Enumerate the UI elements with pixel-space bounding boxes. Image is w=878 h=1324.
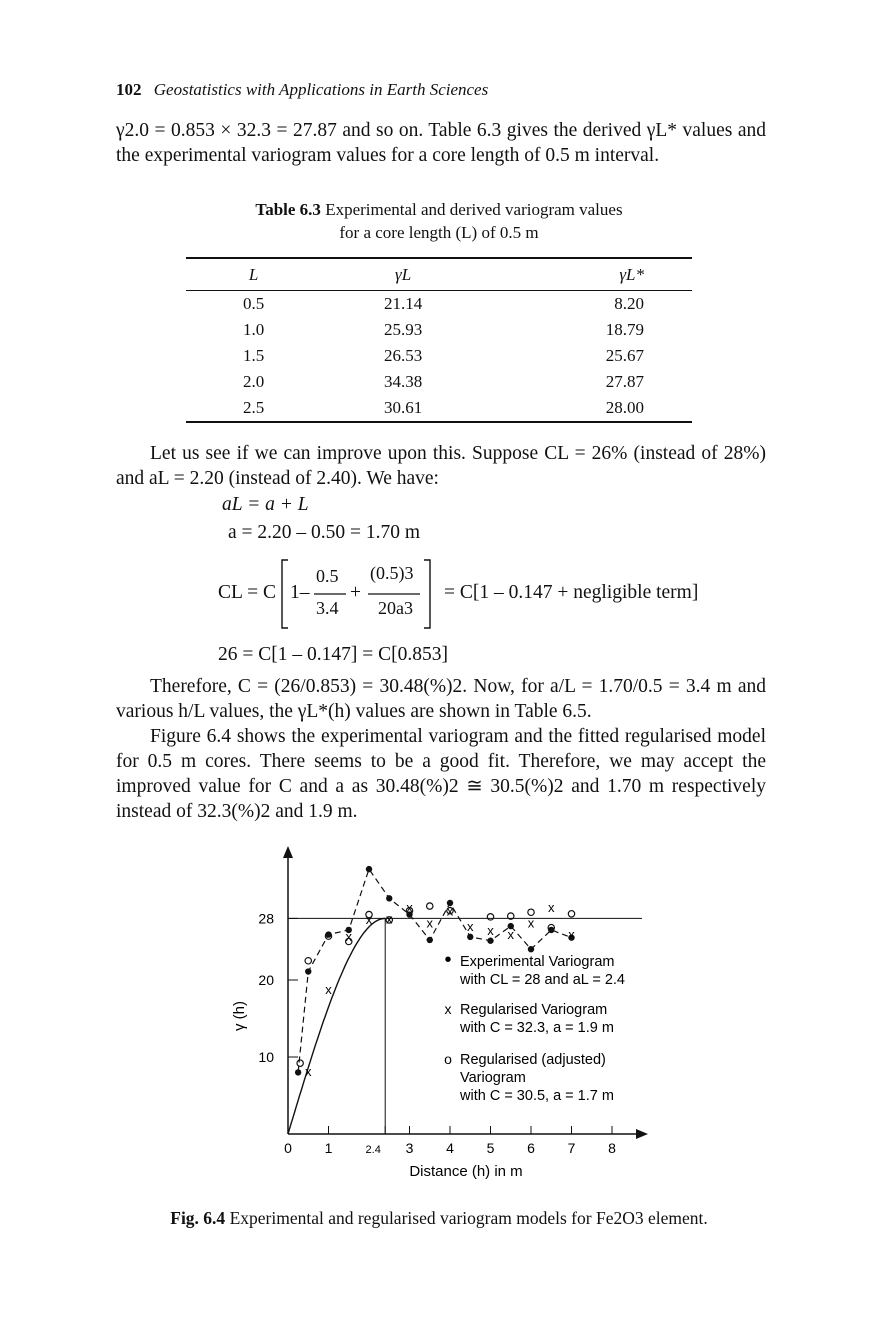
paragraph-1: γ2.0 = 0.853 × 32.3 = 27.87 and so on. Table 6.3 gives the derived γL* values and the experimental variogram values for a core length of 0.5 m interval. — [116, 120, 766, 166]
x-tick-label: 2.4 — [365, 1144, 381, 1156]
legend-text: with C = 32.3, a = 1.9 m — [460, 1020, 614, 1036]
regularised-point: x — [487, 922, 494, 938]
x-axis-label: Distance (h) in m — [409, 1163, 523, 1180]
equation-3-plus: + — [350, 582, 361, 603]
legend-text: Regularised (adjusted) — [460, 1052, 606, 1068]
regularised-point: x — [527, 915, 535, 931]
equation-3-lhs: CL = C — [218, 582, 276, 603]
table-cell: 0.5 — [243, 294, 265, 313]
regularised-point: x — [365, 912, 373, 928]
y-axis-label: γ (h) — [231, 1001, 248, 1031]
experimental-point — [366, 866, 372, 872]
paragraph-3: Therefore, C = (26/0.853) = 30.48(%)2. Now, for a/L = 1.70/0.5 = 3.4 m and various h/L values, the γL*(h) values are shown in Table 6.5. — [116, 676, 766, 722]
regularised-point: x — [345, 929, 352, 945]
regularised-point: x — [386, 911, 393, 927]
legend-text: Experimental Variogram — [460, 954, 615, 970]
table-cell: 27.87 — [605, 372, 644, 391]
x-tick-label: 6 — [527, 1140, 535, 1156]
figure-label: Fig. 6.4 — [170, 1208, 226, 1228]
regularised-point: x — [568, 926, 575, 942]
table-cell: 8.20 — [614, 294, 644, 313]
experimental-point — [386, 895, 392, 901]
y-tick-label: 28 — [258, 910, 274, 927]
equation-4: 26 = C[1 – 0.147] = C[0.853] — [218, 644, 448, 665]
figure-caption-text: Experimental and regularised variogram models for Fe2O3 element. — [229, 1208, 708, 1228]
adjusted-point — [305, 958, 311, 964]
legend-text: Variogram — [460, 1070, 526, 1086]
table-header: γL — [321, 258, 485, 291]
equation-3-t1-num: 0.5 — [316, 566, 339, 586]
table-row — [186, 369, 692, 395]
regularised-point: x — [446, 903, 454, 919]
regularised-point: x — [548, 899, 555, 915]
experimental-point — [305, 968, 311, 974]
table-caption — [0, 198, 878, 244]
table-cell: 2.0 — [243, 372, 265, 391]
running-title: Geostatistics with Applications in Earth Sciences — [153, 80, 489, 99]
table-cell: 25.93 — [383, 320, 423, 339]
adjusted-point — [427, 903, 433, 909]
x-tick-label: 5 — [486, 1140, 495, 1156]
table-label: Table 6.3 — [255, 200, 321, 219]
legend-text: Regularised Variogram — [460, 1002, 608, 1018]
adjusted-point — [297, 1060, 303, 1066]
y-tick-label: 10 — [258, 1049, 274, 1065]
model-curve — [288, 918, 385, 1134]
regularised-point: x — [507, 926, 514, 942]
table-row — [186, 317, 692, 343]
x-tick-label: 1 — [324, 1140, 333, 1156]
adjusted-point — [568, 911, 574, 917]
table-caption-line2: for a core length (L) of 0.5 m — [339, 223, 539, 242]
figure-caption — [0, 1208, 878, 1229]
legend-marker: • — [444, 949, 452, 971]
adjusted-point — [487, 914, 493, 920]
regularised-point: x — [467, 919, 474, 935]
page-number: 102 — [116, 80, 142, 99]
x-tick-label: 7 — [567, 1140, 576, 1156]
paragraph-4: Figure 6.4 shows the experimental variogram and the fitted regularised model for 0.5 m cores. There seems to be a good fit. Therefore, we may accept the improved value for C and a as 30.48(%)2 ≅ 30.5(%)2 and 1.70 m respectively instead of 32.3(%)2 and 1.9 m. — [116, 726, 766, 822]
equation-2: a = 2.20 – 0.50 = 1.70 m — [228, 522, 421, 543]
table-cell: 34.38 — [383, 372, 423, 391]
table-cell: 1.5 — [243, 346, 265, 365]
x-tick-label: 8 — [608, 1140, 616, 1156]
regularised-point: x — [406, 899, 413, 915]
variogram-table — [186, 257, 692, 423]
regularised-point: x — [325, 982, 332, 998]
legend-marker: o — [444, 1051, 452, 1067]
experimental-line — [298, 869, 571, 1072]
equation-3-t1-den: 3.4 — [316, 598, 339, 618]
equation-3-t2-num: (0.5)3 — [370, 563, 414, 583]
legend-text: with C = 30.5, a = 1.7 m — [460, 1088, 614, 1104]
paragraph-2: Let us see if we can improve upon this. Suppose CL = 26% (instead of 28%) and aL = 2.20 (instead of 2.40). We have: — [116, 443, 766, 489]
regularised-point: x — [305, 1063, 312, 1079]
experimental-point — [528, 946, 534, 952]
table-cell: 26.53 — [383, 346, 423, 365]
table-cell: 28.00 — [485, 395, 692, 422]
table-cell: 1.0 — [243, 320, 265, 339]
equation-3-one-minus: 1– — [290, 582, 310, 603]
table-cell: 2.5 — [186, 395, 321, 422]
table-header: γL* — [485, 258, 692, 291]
table-row — [186, 343, 692, 369]
x-tick-label: 0 — [284, 1140, 292, 1156]
y-tick-label: 20 — [258, 972, 274, 988]
table-cell: 21.14 — [383, 294, 423, 313]
running-header — [116, 80, 488, 100]
x-tick-label: 3 — [405, 1140, 414, 1156]
experimental-point — [427, 937, 433, 943]
experimental-point — [295, 1069, 301, 1075]
equation-3-rhs: = C[1 – 0.147 + negligible term] — [444, 582, 699, 603]
table-header-row — [186, 258, 692, 291]
equation-1: aL = a + L — [222, 494, 309, 515]
table-cell: 30.61 — [321, 395, 485, 422]
legend-marker: x — [444, 1001, 452, 1017]
equation-3-t2-den: 20a3 — [378, 598, 413, 618]
y-axis-arrow — [283, 846, 293, 858]
variogram-chart — [0, 842, 878, 1182]
table-row — [186, 291, 692, 318]
table-header: L — [186, 258, 321, 291]
experimental-point — [467, 934, 473, 940]
table-caption-line1: Experimental and derived variogram values — [325, 200, 623, 219]
regularised-point: x — [426, 915, 433, 931]
table-cell: 25.67 — [605, 346, 644, 365]
table-row — [186, 395, 692, 422]
experimental-point — [487, 938, 493, 944]
x-tick-label: 4 — [446, 1140, 454, 1156]
table-cell: 18.79 — [605, 320, 644, 339]
legend-text: with CL = 28 and aL = 2.4 — [460, 972, 625, 988]
x-axis-arrow — [636, 1129, 648, 1139]
